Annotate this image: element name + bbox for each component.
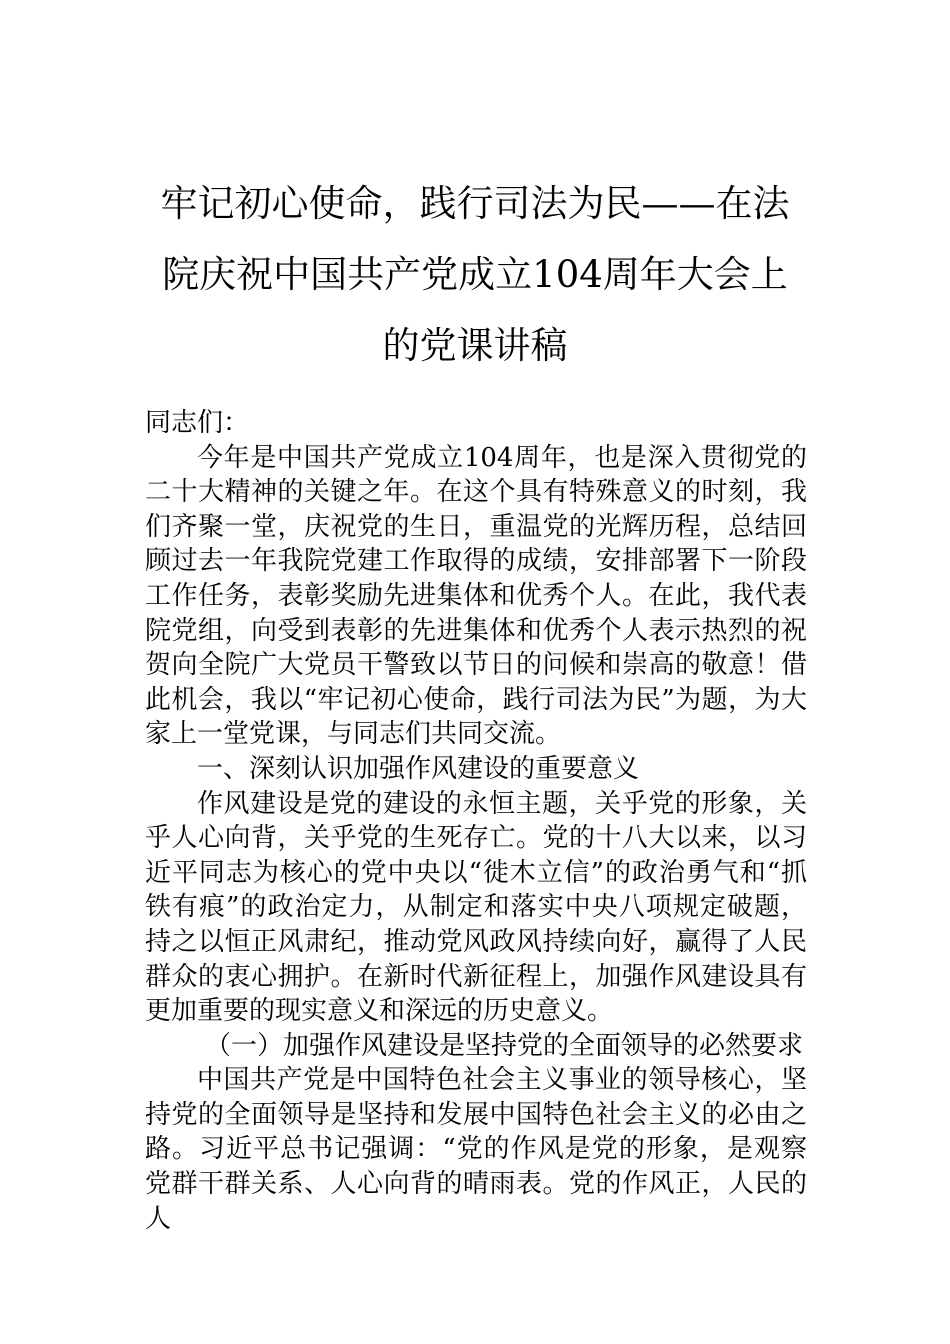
subsection-heading-1: （一）加强作风建设是坚持党的全面领导的必然要求 — [205, 1030, 804, 1061]
section-paragraph-1: 作风建设是党的建设的永恒主题，关乎党的形象，关乎人心向背，关乎党的生死存亡。党的十八大以来，以习近平同志为核心的党中央以“徙木立信”的政治勇气和“抓铁有痕”的政治定力，从制定和落实中央八项规定破题，持之以恒正风肃纪，推动党风政风持续向好，赢得了人民群众的衷心拥护。在新时代新征程上，加强作风建设具有更加重要的现实意义和深远的历史意义。 — [145, 788, 807, 1027]
document-title: 牢记初心使命，践行司法为民——在法院庆祝中国共产党成立104周年大会上的党课讲稿 — [160, 182, 790, 367]
intro-paragraph: 今年是中国共产党成立104周年，也是深入贯彻党的二十大精神的关键之年。在这个具有特殊意义的时刻，我们齐聚一堂，庆祝党的生日，重温党的光辉历程，总结回顾过去一年我院党建工作取得的成绩，安排部署下一阶段工作任务，表彰奖励先进集体和优秀个人。在此，我代表院党组，向受到表彰的先进集体和优秀个人表示热烈的祝贺向全院广大党员干警致以节日的问候和崇高的敬意！借此机会，我以“牢记初心使命，践行司法为民”为题，为大家上一堂党课，与同志们共同交流。 — [145, 442, 807, 750]
document-body — [145, 406, 807, 1236]
section-heading-1: 一、深刻认识加强作风建设的重要意义 — [197, 753, 640, 784]
subsection-paragraph-1: 中国共产党是中国特色社会主义事业的领导核心，坚持党的全面领导是坚持和发展中国特色社会主义的必由之路。习近平总书记强调：“党的作风是党的形象，是观察党群干群关系、人心向背的晴雨表。党的作风正，人民的人 — [145, 1065, 807, 1234]
salutation: 同志们： — [145, 408, 250, 438]
